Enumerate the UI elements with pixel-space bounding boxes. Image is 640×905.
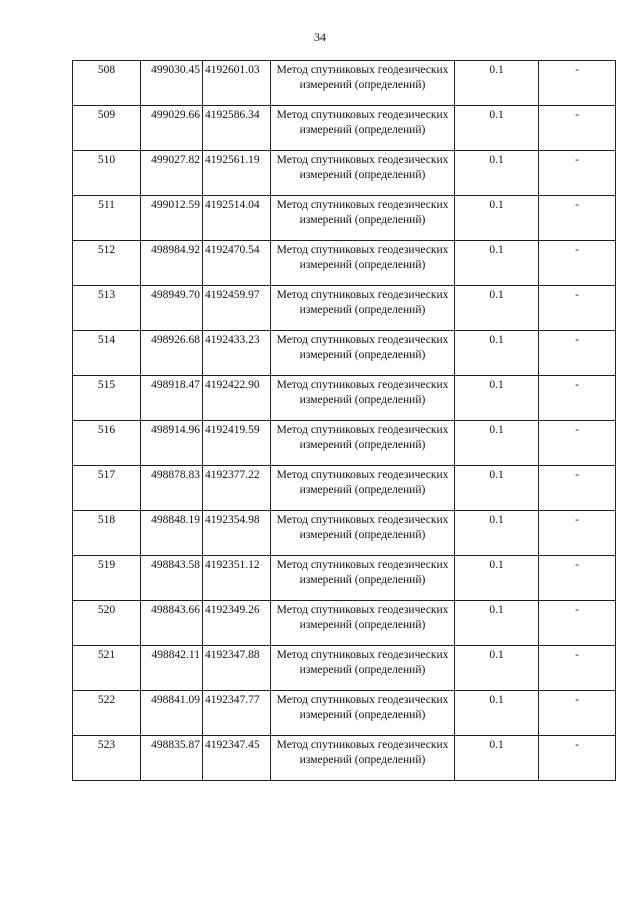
method-cell: Метод спутниковых геодезических измерений (определений)	[271, 106, 455, 151]
x-coordinate-cell: 498843.66	[141, 601, 203, 646]
note-cell: -	[539, 151, 616, 196]
table-row	[73, 331, 616, 376]
table-row	[73, 286, 616, 331]
note-cell: -	[539, 691, 616, 736]
note-cell: -	[539, 196, 616, 241]
y-coordinate-cell: 4192470.54	[203, 241, 271, 286]
method-cell: Метод спутниковых геодезических измерений (определений)	[271, 691, 455, 736]
point-number-cell: 513	[73, 286, 141, 331]
y-coordinate-cell: 4192601.03	[203, 61, 271, 106]
y-coordinate-cell: 4192347.77	[203, 691, 271, 736]
point-number-cell: 509	[73, 106, 141, 151]
table-row	[73, 106, 616, 151]
table-row	[73, 601, 616, 646]
y-coordinate-cell: 4192561.19	[203, 151, 271, 196]
table-row	[73, 421, 616, 466]
point-number-cell: 520	[73, 601, 141, 646]
table-row	[73, 241, 616, 286]
table-row	[73, 466, 616, 511]
accuracy-cell: 0.1	[455, 646, 539, 691]
x-coordinate-cell: 499027.82	[141, 151, 203, 196]
point-number-cell: 516	[73, 421, 141, 466]
point-number-cell: 518	[73, 511, 141, 556]
y-coordinate-cell: 4192349.26	[203, 601, 271, 646]
x-coordinate-cell: 498848.19	[141, 511, 203, 556]
note-cell: -	[539, 556, 616, 601]
x-coordinate-cell: 498918.47	[141, 376, 203, 421]
accuracy-cell: 0.1	[455, 511, 539, 556]
table-body	[73, 61, 616, 781]
accuracy-cell: 0.1	[455, 241, 539, 286]
table-row	[73, 376, 616, 421]
accuracy-cell: 0.1	[455, 376, 539, 421]
note-cell: -	[539, 286, 616, 331]
table-row	[73, 736, 616, 781]
x-coordinate-cell: 498835.87	[141, 736, 203, 781]
y-coordinate-cell: 4192459.97	[203, 286, 271, 331]
table-row	[73, 61, 616, 106]
x-coordinate-cell: 498984.92	[141, 241, 203, 286]
point-number-cell: 514	[73, 331, 141, 376]
y-coordinate-cell: 4192347.45	[203, 736, 271, 781]
x-coordinate-cell: 498914.96	[141, 421, 203, 466]
y-coordinate-cell: 4192419.59	[203, 421, 271, 466]
point-number-cell: 515	[73, 376, 141, 421]
x-coordinate-cell: 498841.09	[141, 691, 203, 736]
point-number-cell: 517	[73, 466, 141, 511]
x-coordinate-cell: 498926.68	[141, 331, 203, 376]
x-coordinate-cell: 499030.45	[141, 61, 203, 106]
method-cell: Метод спутниковых геодезических измерений (определений)	[271, 241, 455, 286]
method-cell: Метод спутниковых геодезических измерений (определений)	[271, 376, 455, 421]
table-row	[73, 556, 616, 601]
note-cell: -	[539, 601, 616, 646]
point-number-cell: 522	[73, 691, 141, 736]
point-number-cell: 511	[73, 196, 141, 241]
note-cell: -	[539, 331, 616, 376]
note-cell: -	[539, 646, 616, 691]
method-cell: Метод спутниковых геодезических измерений (определений)	[271, 556, 455, 601]
point-number-cell: 523	[73, 736, 141, 781]
method-cell: Метод спутниковых геодезических измерений (определений)	[271, 286, 455, 331]
y-coordinate-cell: 4192433.23	[203, 331, 271, 376]
table-row	[73, 691, 616, 736]
table-row	[73, 646, 616, 691]
method-cell: Метод спутниковых геодезических измерений (определений)	[271, 736, 455, 781]
accuracy-cell: 0.1	[455, 196, 539, 241]
note-cell: -	[539, 61, 616, 106]
table-row	[73, 196, 616, 241]
note-cell: -	[539, 241, 616, 286]
x-coordinate-cell: 498843.58	[141, 556, 203, 601]
point-number-cell: 508	[73, 61, 141, 106]
note-cell: -	[539, 736, 616, 781]
method-cell: Метод спутниковых геодезических измерений (определений)	[271, 646, 455, 691]
accuracy-cell: 0.1	[455, 286, 539, 331]
accuracy-cell: 0.1	[455, 331, 539, 376]
method-cell: Метод спутниковых геодезических измерений (определений)	[271, 601, 455, 646]
point-number-cell: 521	[73, 646, 141, 691]
accuracy-cell: 0.1	[455, 691, 539, 736]
note-cell: -	[539, 466, 616, 511]
note-cell: -	[539, 421, 616, 466]
note-cell: -	[539, 511, 616, 556]
y-coordinate-cell: 4192377.22	[203, 466, 271, 511]
x-coordinate-cell: 498842.11	[141, 646, 203, 691]
x-coordinate-cell: 498949.70	[141, 286, 203, 331]
note-cell: -	[539, 106, 616, 151]
y-coordinate-cell: 4192347.88	[203, 646, 271, 691]
method-cell: Метод спутниковых геодезических измерений (определений)	[271, 151, 455, 196]
accuracy-cell: 0.1	[455, 421, 539, 466]
method-cell: Метод спутниковых геодезических измерений (определений)	[271, 196, 455, 241]
y-coordinate-cell: 4192514.04	[203, 196, 271, 241]
table-row	[73, 511, 616, 556]
accuracy-cell: 0.1	[455, 61, 539, 106]
y-coordinate-cell: 4192351.12	[203, 556, 271, 601]
x-coordinate-cell: 498878.83	[141, 466, 203, 511]
point-number-cell: 510	[73, 151, 141, 196]
y-coordinate-cell: 4192586.34	[203, 106, 271, 151]
x-coordinate-cell: 499012.59	[141, 196, 203, 241]
point-number-cell: 519	[73, 556, 141, 601]
accuracy-cell: 0.1	[455, 151, 539, 196]
note-cell: -	[539, 376, 616, 421]
x-coordinate-cell: 499029.66	[141, 106, 203, 151]
y-coordinate-cell: 4192354.98	[203, 511, 271, 556]
accuracy-cell: 0.1	[455, 556, 539, 601]
point-number-cell: 512	[73, 241, 141, 286]
coordinates-table	[72, 60, 616, 781]
y-coordinate-cell: 4192422.90	[203, 376, 271, 421]
accuracy-cell: 0.1	[455, 601, 539, 646]
method-cell: Метод спутниковых геодезических измерений (определений)	[271, 466, 455, 511]
accuracy-cell: 0.1	[455, 106, 539, 151]
method-cell: Метод спутниковых геодезических измерений (определений)	[271, 61, 455, 106]
page-number: 34	[314, 30, 326, 44]
table-row	[73, 151, 616, 196]
accuracy-cell: 0.1	[455, 466, 539, 511]
accuracy-cell: 0.1	[455, 736, 539, 781]
method-cell: Метод спутниковых геодезических измерений (определений)	[271, 331, 455, 376]
method-cell: Метод спутниковых геодезических измерений (определений)	[271, 511, 455, 556]
method-cell: Метод спутниковых геодезических измерений (определений)	[271, 421, 455, 466]
